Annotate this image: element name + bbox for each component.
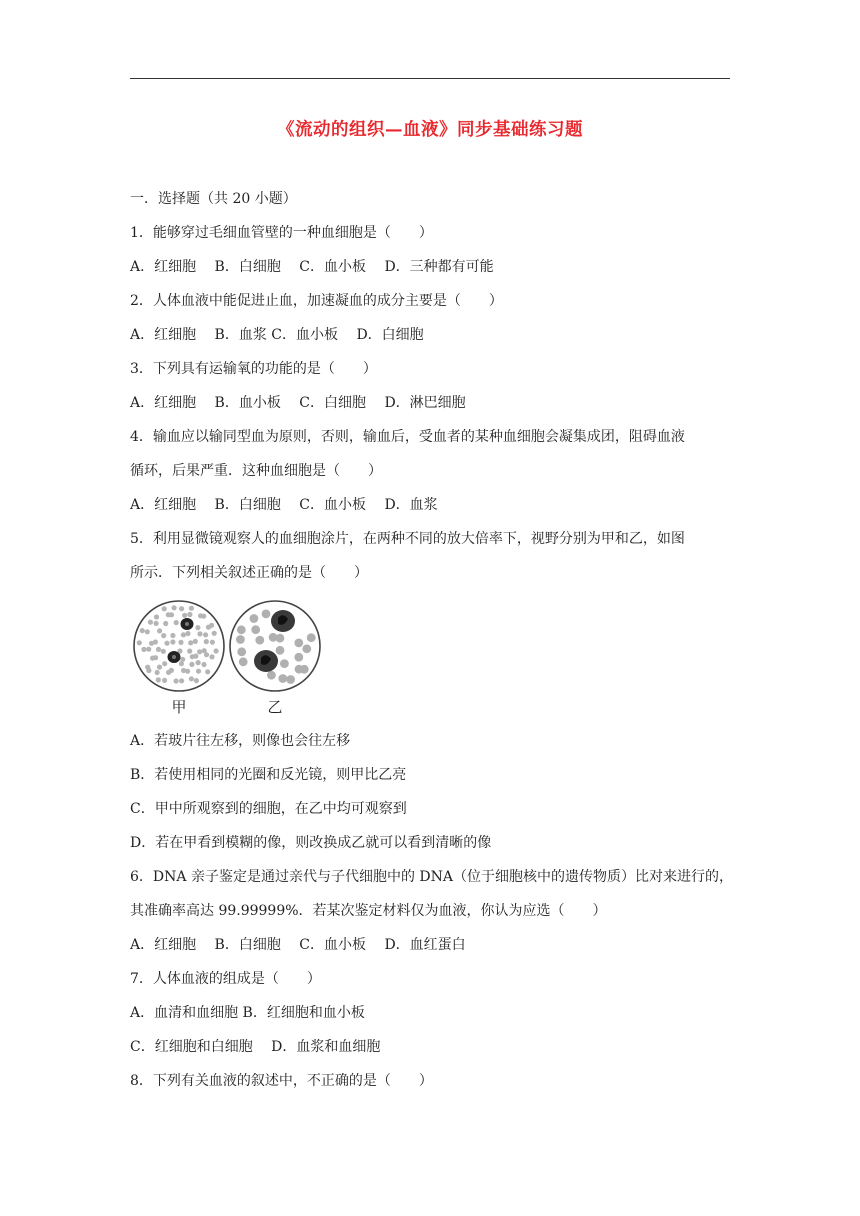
red-blood-cell-dot (212, 631, 217, 636)
question-5-option-b: B．若使用相同的光圈和反光镜，则甲比乙亮 (130, 767, 407, 783)
question-4-stem-line-2: 循环，后果严重．这种血细胞是（ ） (130, 463, 382, 479)
question-5-stem-line-2: 所示．下列相关叙述正确的是（ ） (130, 565, 368, 581)
question-5-option-a: A．若玻片往左移，则像也会往左移 (130, 733, 351, 749)
question-2-stem: 2．人体血液中能促进止血，加速凝血的成分主要是（ ） (130, 293, 503, 309)
red-blood-cell-dot (180, 657, 185, 662)
field-jia (134, 601, 224, 691)
question-7-options-line-1: A．血清和血细胞 B．红细胞和血小板 (130, 1005, 365, 1021)
question-5-option-c: C．甲中所观察到的细胞，在乙中均可观察到 (130, 801, 407, 817)
red-blood-cell-dot (156, 677, 161, 682)
red-blood-cell-dot (161, 633, 166, 638)
red-blood-cell-dot (162, 661, 167, 666)
red-blood-cell-dot (294, 639, 303, 648)
red-blood-cell-dot (154, 614, 159, 619)
red-blood-cell-dot (170, 639, 175, 644)
red-blood-cell-dot (161, 649, 166, 654)
red-blood-cell-dot (164, 641, 169, 646)
red-blood-cell-dot (255, 636, 264, 645)
red-blood-cell-dot (179, 678, 184, 683)
red-blood-cell-dot (169, 612, 174, 617)
red-blood-cell-dot (181, 632, 186, 637)
header-rule (130, 78, 730, 79)
red-blood-cell-dot (146, 668, 151, 673)
red-blood-cell-dot (276, 646, 285, 655)
red-blood-cell-dot (188, 640, 193, 645)
red-blood-cell-dot (286, 675, 295, 684)
red-blood-cell-dot (169, 668, 174, 673)
red-blood-cell-dot (187, 612, 192, 617)
red-blood-cell-dot (155, 670, 160, 675)
red-blood-cell-dot (148, 620, 153, 625)
question-5-stem-line-1: 5．利用显微镜观察人的血细胞涂片，在两种不同的放大倍率下，视野分别为甲和乙，如图 (130, 531, 685, 547)
page-title: 《流动的组织—血液》同步基础练习题 (277, 120, 583, 140)
red-blood-cell-dot (178, 640, 183, 645)
red-blood-cell-dot (174, 678, 179, 683)
question-4-stem-line-1: 4．输血应以输同型血为原则，否则，输血后，受血者的某种血细胞会凝集成团，阻碍血液 (130, 429, 685, 445)
red-blood-cell-dot (141, 647, 146, 652)
red-blood-cell-dot (196, 669, 201, 674)
red-blood-cell-dot (276, 634, 285, 643)
red-blood-cell-dot (239, 657, 248, 666)
figure-label-jia: 甲 (171, 698, 187, 716)
red-blood-cell-dot (137, 640, 142, 645)
red-blood-cell-dot (267, 671, 276, 680)
red-blood-cell-dot (210, 640, 215, 645)
question-8-stem: 8．下列有关血液的叙述中，不正确的是（ ） (130, 1073, 433, 1089)
red-blood-cell-dot (179, 661, 184, 666)
red-blood-cell-dot (154, 621, 159, 626)
red-blood-cell-dot (197, 649, 202, 654)
question-5-option-d: D．若在甲看到模糊的像，则改换成乙就可以看到清晰的像 (130, 835, 492, 851)
question-6-stem-line-1: 6．DNA 亲子鉴定是通过亲代与子代细胞中的 DNA（位于细胞核中的遗传物质）比对来进行的， (130, 869, 733, 885)
red-blood-cell-dot (278, 674, 287, 683)
red-blood-cell-dot (156, 647, 161, 652)
red-blood-cell-dot (189, 676, 194, 681)
question-4-options: A．红细胞 B．白细胞 C．血小板 D．血浆 (130, 497, 438, 513)
red-blood-cell-dot (193, 654, 198, 659)
question-1-stem: 1．能够穿过毛细血管壁的一种血细胞是（ ） (130, 225, 433, 241)
red-blood-cell-dot (145, 629, 150, 634)
red-blood-cell-dot (189, 662, 194, 667)
question-1-options: A．红细胞 B．白细胞 C．血小板 D．三种都有可能 (130, 259, 494, 275)
red-blood-cell-dot (204, 652, 209, 657)
red-blood-cell-dot (302, 644, 311, 653)
red-blood-cell-dot (193, 639, 198, 644)
microscope-field-figure (130, 598, 330, 716)
red-blood-cell-dot (163, 621, 168, 626)
question-6-stem-line-2: 其准确率高达 99.99999%．若某次鉴定材料仅为血液，你认为应选（ ） (130, 903, 607, 919)
red-blood-cell-dot (262, 610, 271, 619)
question-6-options: A．红细胞 B．白细胞 C．血小板 D．血红蛋白 (130, 937, 466, 953)
red-blood-cell-dot (205, 669, 210, 674)
red-blood-cell-dot (172, 605, 177, 610)
red-blood-cell-dot (185, 669, 190, 674)
question-7-options-line-2: C．红细胞和白细胞 D．血浆和血细胞 (130, 1039, 381, 1055)
red-blood-cell-dot (153, 639, 158, 644)
red-blood-cell-dot (250, 614, 259, 623)
red-blood-cell-dot (294, 653, 303, 662)
red-blood-cell-dot (140, 628, 145, 633)
red-blood-cell-dot (157, 665, 162, 670)
question-3-stem: 3．下列具有运输氧的功能的是（ ） (130, 361, 377, 377)
question-2-options: A．红细胞 B．血浆 C．血小板 D．白细胞 (130, 327, 424, 343)
red-blood-cell-dot (237, 625, 246, 634)
red-blood-cell-dot (174, 620, 179, 625)
question-7-stem: 7．人体血液的组成是（ ） (130, 971, 321, 987)
field-yi (230, 601, 320, 691)
figure-label-yi: 乙 (267, 698, 283, 716)
red-blood-cell-dot (236, 635, 245, 644)
red-blood-cell-dot (153, 655, 158, 660)
red-blood-cell-dot (189, 606, 194, 611)
red-blood-cell-dot (251, 625, 260, 634)
red-blood-cell-dot (201, 662, 206, 667)
red-blood-cell-dot (214, 648, 219, 653)
red-blood-cell-dot (185, 631, 190, 636)
red-blood-cell-dot (196, 660, 201, 665)
red-blood-cell-dot (182, 613, 187, 618)
red-blood-cell-dot (209, 654, 214, 659)
red-blood-cell-dot (170, 633, 175, 638)
red-blood-cell-dot (209, 623, 214, 628)
red-blood-cell-dot (146, 647, 151, 652)
red-blood-cell-dot (203, 632, 208, 637)
red-blood-cell-dot (195, 625, 200, 630)
red-blood-cell-dot (197, 631, 202, 636)
red-blood-cell-dot (307, 633, 316, 642)
question-3-options: A．红细胞 B．血小板 C．白细胞 D．淋巴细胞 (130, 395, 466, 411)
red-blood-cell-dot (237, 647, 246, 656)
red-blood-cell-dot (187, 649, 192, 654)
red-blood-cell-dot (162, 606, 167, 611)
red-blood-cell-dot (204, 639, 209, 644)
red-blood-cell-dot (162, 678, 167, 683)
red-blood-cell-dot (280, 659, 289, 668)
red-blood-cell-dot (194, 678, 199, 683)
red-blood-cell-dot (201, 614, 206, 619)
red-blood-cell-dot (157, 628, 162, 633)
red-blood-cell-dot (179, 606, 184, 611)
red-blood-cell-dot (300, 665, 309, 674)
section-heading: 一．选择题（共 20 小题） (130, 191, 297, 207)
